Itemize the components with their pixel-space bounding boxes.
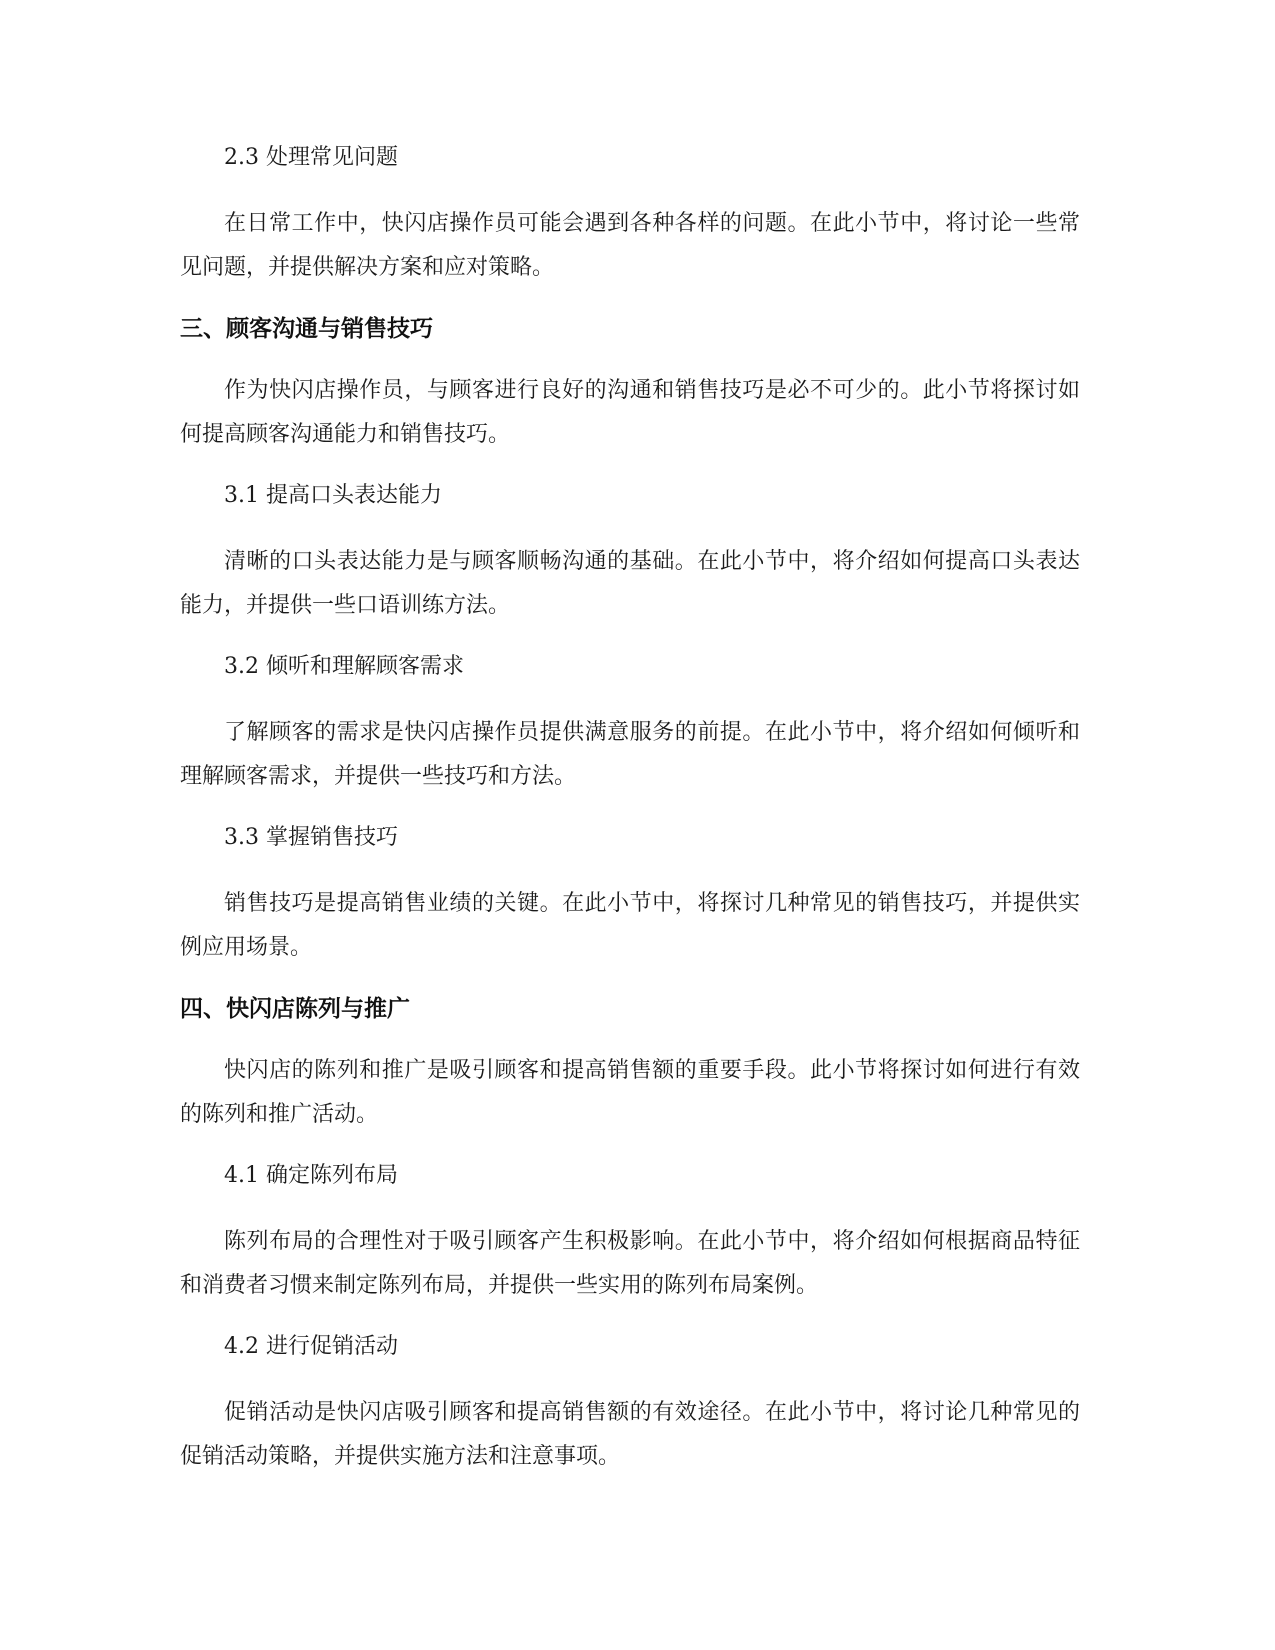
paragraph-3-3: 销售技巧是提高销售业绩的关键。在此小节中，将探讨几种常见的销售技巧，并提供实例应用场景。: [180, 891, 1080, 960]
subsection-title-3-3: 3.3 掌握销售技巧: [224, 825, 398, 850]
section-heading-3: 三、顾客沟通与销售技巧: [180, 316, 433, 342]
paragraph-3-intro: 作为快闪店操作员，与顾客进行良好的沟通和销售技巧是必不可少的。此小节将探讨如何提高顾客沟通能力和销售技巧。: [180, 378, 1080, 447]
section-heading-4: 四、快闪店陈列与推广: [180, 996, 410, 1022]
subsection-title-3-1: 3.1 提高口头表达能力: [224, 483, 442, 508]
paragraph-3-2: 了解顾客的需求是快闪店操作员提供满意服务的前提。在此小节中，将介绍如何倾听和理解顾客需求，并提供一些技巧和方法。: [180, 720, 1080, 789]
subsection-title-4-1: 4.1 确定陈列布局: [224, 1163, 398, 1188]
paragraph-4-2: 促销活动是快闪店吸引顾客和提高销售额的有效途径。在此小节中，将讨论几种常见的促销活动策略，并提供实施方法和注意事项。: [180, 1400, 1080, 1469]
paragraph-4-intro: 快闪店的陈列和推广是吸引顾客和提高销售额的重要手段。此小节将探讨如何进行有效的陈列和推广活动。: [180, 1058, 1080, 1127]
document-page: [180, 138, 1080, 1498]
subsection-title-4-2: 4.2 进行促销活动: [224, 1334, 398, 1359]
paragraph-3-1: 清晰的口头表达能力是与顾客顺畅沟通的基础。在此小节中，将介绍如何提高口头表达能力，并提供一些口语训练方法。: [180, 549, 1080, 618]
subsection-title-3-2: 3.2 倾听和理解顾客需求: [224, 654, 464, 679]
paragraph-2-3: 在日常工作中，快闪店操作员可能会遇到各种各样的问题。在此小节中，将讨论一些常见问题，并提供解决方案和应对策略。: [180, 211, 1080, 280]
subsection-title-2-3: 2.3 处理常见问题: [224, 145, 398, 170]
paragraph-4-1: 陈列布局的合理性对于吸引顾客产生积极影响。在此小节中，将介绍如何根据商品特征和消费者习惯来制定陈列布局，并提供一些实用的陈列布局案例。: [180, 1229, 1080, 1298]
